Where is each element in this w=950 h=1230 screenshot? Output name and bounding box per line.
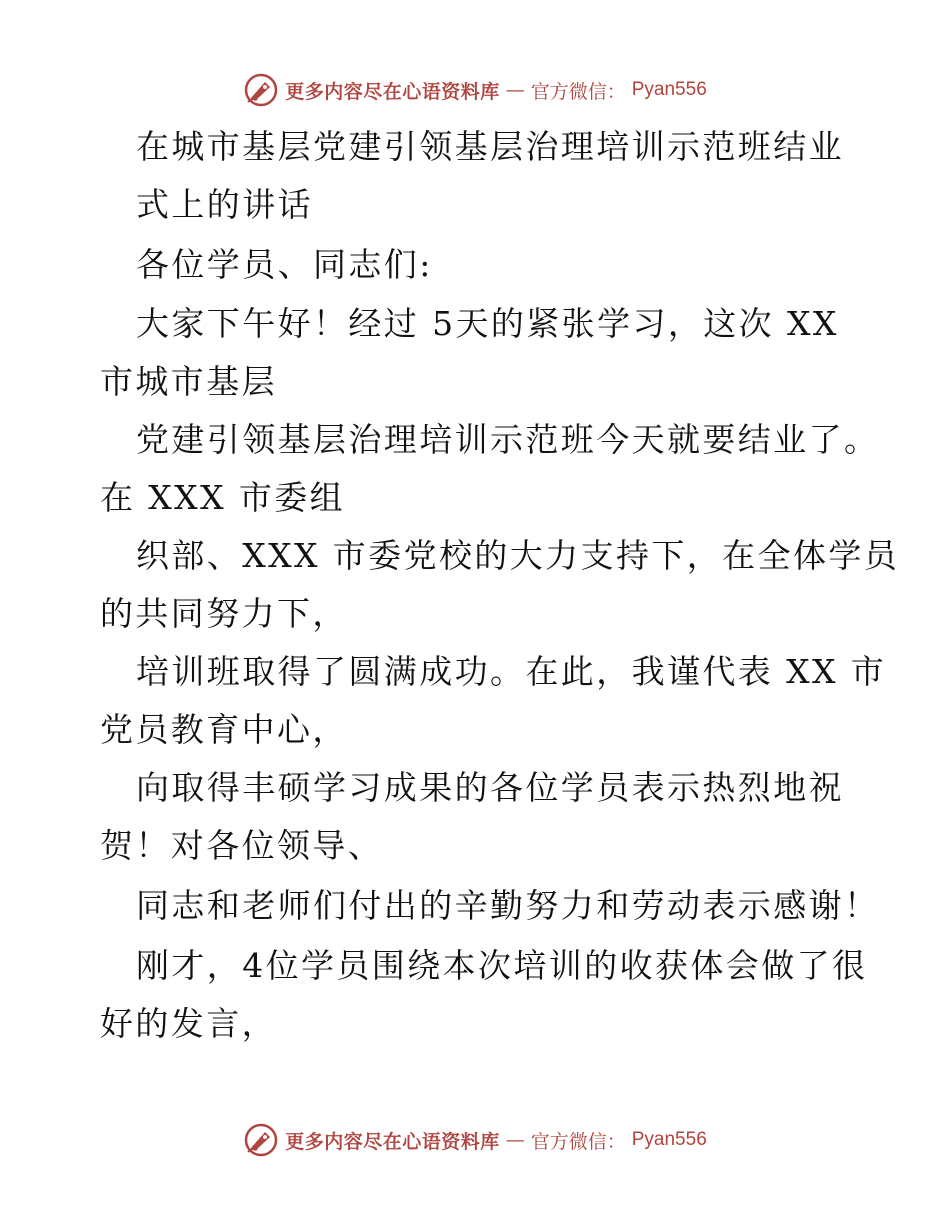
pen-nib-logo-icon [243,1122,279,1158]
watermark-wechat-label: 官方微信： [530,80,626,103]
doc-title-line-1: 在城市基层党建引领基层治理培训示范班结业 [136,127,844,166]
paragraph-line: 大家下午好！经过 5天的紧张学习，这次 XX [136,304,839,343]
header-watermark [0,70,950,110]
watermark-separator: — [505,1129,525,1151]
paragraph-line: 向取得丰硕学习成果的各位学员表示热烈地祝 [136,768,844,807]
footer-watermark [0,1120,950,1160]
doc-salutation: 各位学员、同志们: [136,245,433,284]
paragraph-line: 同志和老师们付出的辛勤努力和劳动表示感谢！ [136,886,880,925]
paragraph-line: 培训班取得了圆满成功。在此，我谨代表 XX 市 [136,652,887,691]
doc-title-line-2: 式上的讲话 [136,185,313,224]
watermark-site-text: 更多内容尽在心语资料库 [285,1130,500,1153]
pen-nib-logo-icon [243,72,279,108]
paragraph-line: 在 XXX 市委组 [100,478,346,517]
paragraph-line: 好的发言， [100,1004,277,1043]
paragraph-line: 党建引领基层治理培训示范班今天就要结业了。 [136,420,880,459]
paragraph-line: 的共同努力下， [100,594,348,633]
watermark-wechat-label: 官方微信： [530,1130,626,1153]
paragraph-line: 贺！对各位领导、 [100,826,384,865]
watermark-separator: — [505,79,525,101]
paragraph-line: 织部、XXX 市委党校的大力支持下，在全体学员 [136,536,900,575]
paragraph-line: 刚才，4位学员围绕本次培训的收获体会做了很 [136,946,868,985]
watermark-handle: Pyan556 [631,79,707,100]
paragraph-line: 党员教育中心， [100,710,348,749]
watermark-site-text: 更多内容尽在心语资料库 [285,80,500,103]
paragraph-line: 市城市基层 [100,362,277,401]
watermark-handle: Pyan556 [631,1129,707,1150]
